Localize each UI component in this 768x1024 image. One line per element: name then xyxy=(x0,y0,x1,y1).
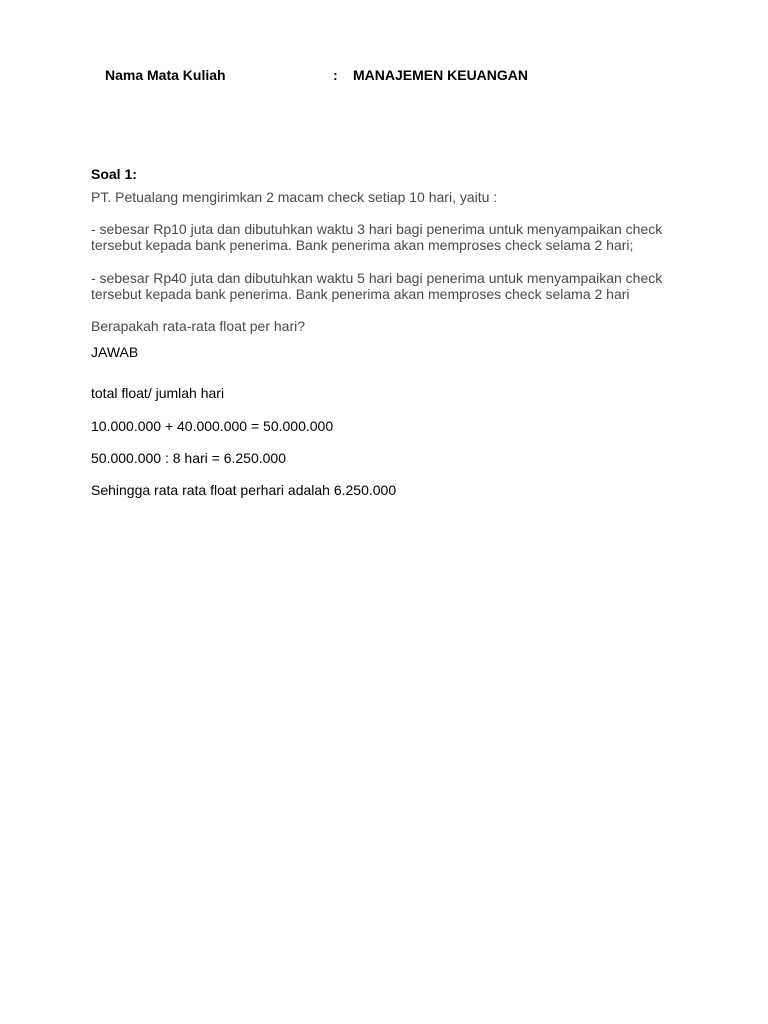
course-header xyxy=(105,66,705,86)
answer-step-2: 50.000.000 : 8 hari = 6.250.000 xyxy=(91,450,286,466)
course-name-separator: : xyxy=(333,67,338,83)
question-item-1-line-1: - sebesar Rp10 juta dan dibutuhkan waktu 3 hari bagi penerima untuk menyampaikan check xyxy=(91,221,663,237)
question-intro: PT. Petualang mengirimkan 2 macam check setiap 10 hari, yaitu : xyxy=(91,189,498,205)
course-name-value: MANAJEMEN KEUANGAN xyxy=(353,67,529,83)
answer-heading: JAWAB xyxy=(91,344,139,360)
answer-step-1: 10.000.000 + 40.000.000 = 50.000.000 xyxy=(91,418,334,434)
question-item-1-line-2: tersebut kepada bank penerima. Bank penerima akan memproses check selama 2 hari; xyxy=(91,237,634,253)
answer-conclusion: Sehingga rata rata float perhari adalah 6.250.000 xyxy=(91,482,397,498)
question-title: Soal 1: xyxy=(91,166,137,182)
question-prompt: Berapakah rata-rata float per hari? xyxy=(91,318,306,334)
question-item-2-line-2: tersebut kepada bank penerima. Bank penerima akan memproses check selama 2 hari xyxy=(91,286,630,302)
question-item-2-line-1: - sebesar Rp40 juta dan dibutuhkan waktu 5 hari bagi penerima untuk menyampaikan check xyxy=(91,270,663,286)
course-name-label: Nama Mata Kuliah xyxy=(105,67,226,83)
answer-formula: total float/ jumlah hari xyxy=(91,385,225,401)
